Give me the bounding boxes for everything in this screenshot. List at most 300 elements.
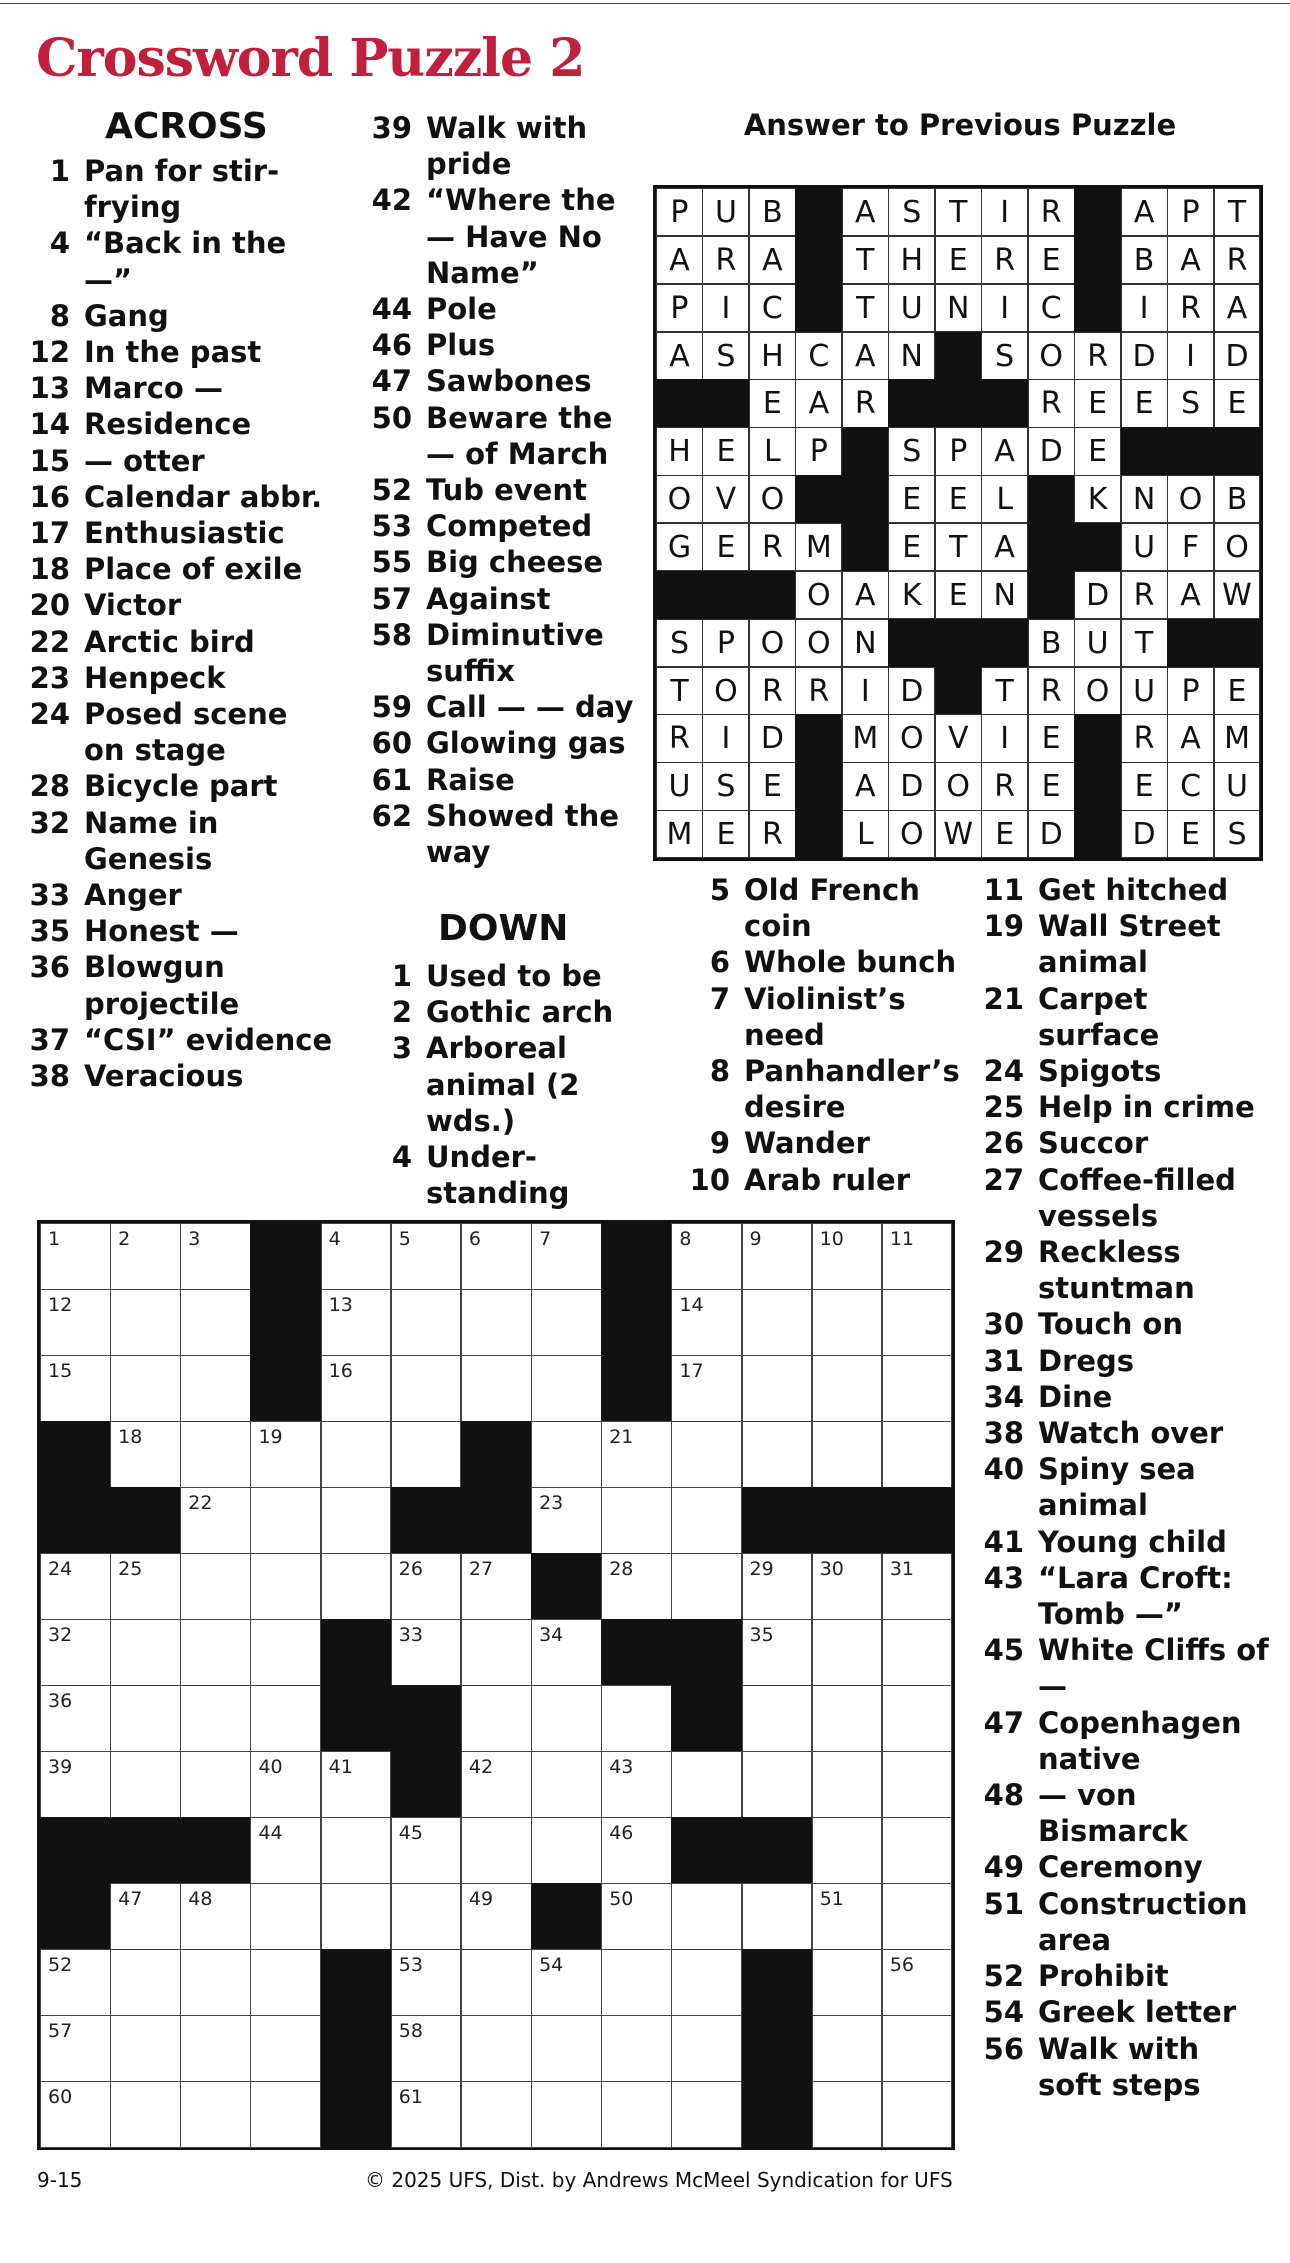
clue-text: Arctic bird — [84, 624, 255, 659]
grid-cell[interactable] — [601, 1421, 672, 1488]
clue-text: “Where the — Have No Name” — [426, 183, 616, 290]
clue-number: 7 — [709, 981, 730, 1016]
clue-number: 44 — [371, 292, 412, 327]
cell-number: 12 — [48, 1294, 73, 1316]
grid-cell[interactable] — [812, 1223, 883, 1290]
answer-letter: O — [888, 810, 935, 858]
grid-block — [250, 1223, 321, 1290]
clue-number: 42 — [371, 183, 412, 218]
answer-letter: N — [888, 332, 935, 380]
grid-block — [250, 1289, 321, 1356]
cell-number: 51 — [819, 1888, 844, 1910]
clue-number: 18 — [29, 552, 70, 587]
grid-cell[interactable] — [882, 1355, 953, 1422]
down-clue — [678, 981, 978, 1053]
grid-cell[interactable] — [742, 1223, 813, 1290]
grid-cell[interactable] — [882, 1685, 953, 1752]
down-clue — [360, 958, 660, 994]
clue-number: 13 — [29, 371, 70, 406]
grid-cell[interactable] — [180, 1685, 251, 1752]
grid-cell[interactable] — [110, 1355, 181, 1422]
grid-cell[interactable] — [40, 1751, 111, 1818]
answer-letter: A — [1167, 714, 1214, 762]
grid-cell[interactable] — [250, 2081, 321, 2148]
grid-cell[interactable] — [812, 1751, 883, 1818]
cell-number: 32 — [48, 1624, 73, 1646]
answer-letter: C — [1028, 284, 1075, 332]
grid-cell[interactable] — [461, 1223, 532, 1290]
down-clues-col3 — [972, 872, 1272, 2103]
answer-letter: T — [1121, 619, 1168, 667]
clue-text: In the past — [84, 335, 262, 370]
answer-letter: D — [1028, 810, 1075, 858]
grid-cell[interactable] — [531, 1289, 602, 1356]
answer-letter: D — [1214, 332, 1261, 380]
across-clue — [18, 1022, 338, 1058]
across-clue — [18, 551, 338, 587]
grid-cell[interactable] — [601, 1685, 672, 1752]
grid-cell[interactable] — [110, 1223, 181, 1290]
grid-cell[interactable] — [601, 1817, 672, 1884]
grid-cell[interactable] — [671, 1487, 742, 1554]
across-clue — [18, 913, 338, 949]
clue-text: Honest — — [84, 914, 239, 949]
answer-letter: B — [749, 188, 796, 236]
grid-cell[interactable] — [391, 2081, 462, 2148]
grid-cell[interactable] — [391, 1883, 462, 1950]
grid-cell[interactable] — [812, 1883, 883, 1950]
grid-cell[interactable] — [882, 1289, 953, 1356]
answer-letter: D — [1121, 332, 1168, 380]
grid-cell[interactable] — [742, 1355, 813, 1422]
grid-cell[interactable] — [461, 1883, 532, 1950]
answer-block — [1214, 427, 1261, 475]
grid-cell[interactable] — [812, 1355, 883, 1422]
cell-number: 33 — [398, 1624, 423, 1646]
clue-number: 46 — [371, 328, 412, 363]
grid-cell[interactable] — [812, 1289, 883, 1356]
grid-block — [110, 1487, 181, 1554]
grid-cell[interactable] — [110, 2015, 181, 2082]
answer-block — [1028, 475, 1075, 523]
grid-cell[interactable] — [250, 1487, 321, 1554]
across-clue — [18, 696, 338, 768]
across-clue — [18, 949, 338, 1021]
answer-letter: V — [702, 475, 749, 523]
clue-number: 5 — [709, 873, 730, 907]
grid-cell[interactable] — [321, 1223, 392, 1290]
grid-cell[interactable] — [250, 2015, 321, 2082]
grid-cell[interactable] — [601, 1751, 672, 1818]
grid-cell[interactable] — [250, 1949, 321, 2016]
grid-cell[interactable] — [812, 2081, 883, 2148]
grid-cell[interactable] — [391, 1355, 462, 1422]
down-clue — [972, 1632, 1272, 1704]
clue-text: Reckless stuntman — [1038, 1235, 1195, 1306]
grid-cell[interactable] — [250, 1883, 321, 1950]
answer-block — [656, 379, 703, 427]
grid-cell[interactable] — [742, 1685, 813, 1752]
answer-letter: U — [1074, 619, 1121, 667]
grid-cell[interactable] — [671, 1883, 742, 1950]
answer-letter: E — [702, 810, 749, 858]
answer-letter: A — [1121, 188, 1168, 236]
grid-cell[interactable] — [391, 1421, 462, 1488]
grid-cell[interactable] — [601, 1949, 672, 2016]
grid-cell[interactable] — [531, 2015, 602, 2082]
grid-cell[interactable] — [110, 1619, 181, 1686]
copyright: © 2025 UFS, Dist. by Andrews McMeel Syndication for UFS — [365, 2168, 953, 2192]
grid-cell[interactable] — [110, 2081, 181, 2148]
grid-cell[interactable] — [250, 1553, 321, 1620]
clue-text: Blowgun projectile — [84, 950, 240, 1021]
answer-letter: N — [1121, 475, 1168, 523]
grid-cell[interactable] — [882, 1949, 953, 2016]
answer-letter: C — [749, 284, 796, 332]
clue-text: Get hitched — [1038, 873, 1229, 907]
cell-number: 39 — [48, 1756, 73, 1778]
clue-number: 15 — [29, 443, 70, 478]
down-clue — [972, 1053, 1272, 1089]
grid-cell[interactable] — [321, 1487, 392, 1554]
grid-cell[interactable] — [671, 1553, 742, 1620]
grid-cell[interactable] — [180, 2015, 251, 2082]
clue-text: Spigots — [1038, 1054, 1162, 1089]
grid-cell[interactable] — [531, 1421, 602, 1488]
grid-cell[interactable] — [110, 1421, 181, 1488]
grid-cell[interactable] — [742, 1751, 813, 1818]
grid-cell[interactable] — [601, 1883, 672, 1950]
answer-block — [935, 667, 982, 715]
grid-cell[interactable] — [180, 2081, 251, 2148]
down-clue — [678, 1053, 978, 1125]
grid-cell[interactable] — [110, 1883, 181, 1950]
grid-cell[interactable] — [391, 1817, 462, 1884]
answer-letter: A — [656, 236, 703, 284]
grid-cell[interactable] — [671, 2081, 742, 2148]
down-clue — [972, 1994, 1272, 2030]
grid-cell[interactable] — [180, 1289, 251, 1356]
answer-letter: W — [1214, 571, 1261, 619]
grid-cell[interactable] — [250, 1685, 321, 1752]
grid-cell[interactable] — [531, 1619, 602, 1686]
grid-cell[interactable] — [812, 1817, 883, 1884]
answer-letter: A — [981, 427, 1028, 475]
grid-cell[interactable] — [40, 1289, 111, 1356]
grid-cell[interactable] — [812, 1421, 883, 1488]
cell-number: 6 — [468, 1228, 482, 1250]
grid-cell[interactable] — [180, 1619, 251, 1686]
clue-number: 55 — [371, 545, 412, 580]
grid-cell[interactable] — [601, 2081, 672, 2148]
across-clue — [18, 515, 338, 551]
answer-letter: R — [656, 714, 703, 762]
grid-cell[interactable] — [531, 1487, 602, 1554]
down-clue — [972, 872, 1272, 908]
grid-cell[interactable] — [40, 1949, 111, 2016]
clue-text: Glowing gas — [426, 726, 626, 761]
answer-letter: E — [702, 523, 749, 571]
grid-cell[interactable] — [180, 1487, 251, 1554]
answer-letter: O — [749, 475, 796, 523]
grid-cell[interactable] — [671, 1289, 742, 1356]
grid-cell[interactable] — [391, 2015, 462, 2082]
grid-cell[interactable] — [321, 1421, 392, 1488]
answer-letter: C — [1167, 762, 1214, 810]
grid-cell[interactable] — [321, 1817, 392, 1884]
answer-block — [702, 379, 749, 427]
answer-letter: E — [888, 523, 935, 571]
grid-cell[interactable] — [321, 1289, 392, 1356]
grid-cell[interactable] — [671, 1751, 742, 1818]
clue-number: 23 — [29, 660, 70, 695]
grid-block — [110, 1817, 181, 1884]
down-clue — [972, 1343, 1272, 1379]
clue-text: Prohibit — [1038, 1959, 1169, 1994]
grid-cell[interactable] — [812, 2015, 883, 2082]
down-clue — [360, 994, 660, 1030]
grid-cell[interactable] — [180, 1553, 251, 1620]
cell-number: 29 — [749, 1558, 774, 1580]
grid-cell[interactable] — [812, 1949, 883, 2016]
grid-cell[interactable] — [812, 1553, 883, 1620]
grid-cell[interactable] — [110, 1553, 181, 1620]
grid-cell[interactable] — [391, 1949, 462, 2016]
grid-cell[interactable] — [882, 2015, 953, 2082]
grid-cell[interactable] — [461, 1553, 532, 1620]
cell-number: 30 — [819, 1558, 844, 1580]
grid-cell[interactable] — [110, 1685, 181, 1752]
clue-number: 12 — [29, 335, 70, 370]
grid-block — [40, 1421, 111, 1488]
grid-cell[interactable] — [321, 1883, 392, 1950]
grid-cell[interactable] — [531, 1751, 602, 1818]
grid-cell[interactable] — [180, 1883, 251, 1950]
grid-cell[interactable] — [180, 1223, 251, 1290]
grid-cell[interactable] — [250, 1817, 321, 1884]
grid-cell[interactable] — [180, 1751, 251, 1818]
across-clues-col2 — [360, 110, 650, 870]
clue-number: 31 — [983, 1343, 1024, 1378]
grid-cell[interactable] — [531, 1685, 602, 1752]
grid-block — [321, 2015, 392, 2082]
grid-cell[interactable] — [461, 1619, 532, 1686]
grid-cell[interactable] — [40, 1685, 111, 1752]
grid-cell[interactable] — [531, 1817, 602, 1884]
clue-number: 62 — [371, 798, 412, 833]
cell-number: 31 — [889, 1558, 915, 1580]
grid-block — [742, 2015, 813, 2082]
clue-number: 53 — [371, 509, 412, 544]
grid-cell[interactable] — [882, 1883, 953, 1950]
clue-text: Showed the way — [426, 798, 619, 870]
cell-number: 22 — [188, 1492, 213, 1514]
answer-block — [656, 571, 703, 619]
grid-cell[interactable] — [461, 1685, 532, 1752]
grid-cell[interactable] — [531, 1949, 602, 2016]
grid-cell[interactable] — [40, 2015, 111, 2082]
grid-cell[interactable] — [321, 1751, 392, 1818]
cell-number: 40 — [258, 1756, 283, 1778]
grid-cell[interactable] — [671, 1421, 742, 1488]
clue-text: Dregs — [1038, 1343, 1135, 1378]
cell-number: 1 — [48, 1228, 61, 1250]
clue-text: Watch over — [1038, 1416, 1224, 1451]
answer-letter: I — [842, 667, 889, 715]
grid-cell[interactable] — [110, 1949, 181, 2016]
clue-number: 30 — [983, 1307, 1024, 1342]
answer-letter: T — [656, 667, 703, 715]
grid-cell[interactable] — [250, 1619, 321, 1686]
answer-letter: M — [656, 810, 703, 858]
date-code: 9-15 — [37, 2168, 83, 2192]
clue-number: 24 — [29, 697, 70, 732]
grid-cell[interactable] — [882, 1223, 953, 1290]
answer-letter: R — [702, 236, 749, 284]
grid-cell[interactable] — [461, 1949, 532, 2016]
grid-cell[interactable] — [391, 1553, 462, 1620]
down-clue — [972, 1524, 1272, 1560]
grid-cell[interactable] — [742, 1619, 813, 1686]
grid-cell[interactable] — [110, 1289, 181, 1356]
grid-cell[interactable] — [812, 1685, 883, 1752]
grid-cell[interactable] — [531, 1355, 602, 1422]
answer-letter: O — [795, 619, 842, 667]
grid-cell[interactable] — [40, 1553, 111, 1620]
grid-cell[interactable] — [882, 2081, 953, 2148]
grid-cell[interactable] — [321, 1355, 392, 1422]
answer-letter: R — [1121, 571, 1168, 619]
grid-cell[interactable] — [601, 1553, 672, 1620]
answer-letter: R — [749, 523, 796, 571]
answer-letter: E — [935, 236, 982, 284]
answer-letter: P — [702, 619, 749, 667]
answer-letter: E — [1028, 714, 1075, 762]
answer-letter: U — [702, 188, 749, 236]
answer-letter: S — [656, 619, 703, 667]
answer-letter: S — [888, 427, 935, 475]
clue-number: 33 — [29, 878, 70, 913]
grid-cell[interactable] — [671, 2015, 742, 2082]
grid-cell[interactable] — [742, 1289, 813, 1356]
crossword-grid — [37, 1220, 955, 2150]
clue-text: “CSI” evidence — [84, 1022, 333, 1057]
grid-cell[interactable] — [531, 1223, 602, 1290]
grid-cell[interactable] — [461, 1289, 532, 1356]
clue-number: 26 — [983, 1126, 1024, 1161]
clue-number: 38 — [983, 1416, 1024, 1451]
grid-cell[interactable] — [601, 2015, 672, 2082]
grid-cell[interactable] — [882, 1619, 953, 1686]
answer-letter: G — [656, 523, 703, 571]
grid-cell[interactable] — [461, 1817, 532, 1884]
grid-block — [391, 1751, 462, 1818]
grid-cell[interactable] — [882, 1553, 953, 1620]
grid-cell[interactable] — [110, 1751, 181, 1818]
grid-cell[interactable] — [40, 1223, 111, 1290]
grid-cell[interactable] — [250, 1751, 321, 1818]
across-clue — [360, 617, 650, 689]
grid-cell[interactable] — [742, 1553, 813, 1620]
grid-cell[interactable] — [461, 1355, 532, 1422]
cell-number: 2 — [118, 1228, 131, 1250]
across-clue — [360, 581, 650, 617]
grid-cell[interactable] — [321, 1553, 392, 1620]
grid-cell[interactable] — [461, 1751, 532, 1818]
answer-block — [795, 714, 842, 762]
clue-number: 47 — [371, 364, 412, 399]
answer-letter: O — [749, 619, 796, 667]
answer-letter: T — [935, 188, 982, 236]
answer-letter: F — [1167, 523, 1214, 571]
grid-cell[interactable] — [250, 1421, 321, 1488]
clue-number: 4 — [49, 226, 70, 261]
grid-cell[interactable] — [671, 1355, 742, 1422]
answer-letter: E — [1214, 379, 1261, 427]
grid-cell[interactable] — [742, 1421, 813, 1488]
grid-cell[interactable] — [882, 1751, 953, 1818]
grid-cell[interactable] — [461, 2081, 532, 2148]
answer-letter: H — [888, 236, 935, 284]
grid-cell[interactable] — [40, 1355, 111, 1422]
down-clue — [678, 872, 978, 944]
grid-cell[interactable] — [882, 1421, 953, 1488]
answer-block — [1074, 762, 1121, 810]
answer-letter: I — [981, 714, 1028, 762]
grid-cell[interactable] — [40, 1619, 111, 1686]
clue-text: Posed scene on stage — [84, 697, 288, 768]
down-clue — [972, 981, 1272, 1053]
answer-letter: R — [1121, 714, 1168, 762]
grid-block — [40, 1487, 111, 1554]
clue-number: 50 — [371, 400, 412, 435]
answer-letter: E — [1028, 236, 1075, 284]
grid-cell[interactable] — [461, 2015, 532, 2082]
cell-number: 41 — [328, 1756, 353, 1778]
grid-cell[interactable] — [391, 1619, 462, 1686]
cell-number: 23 — [539, 1492, 564, 1514]
clue-text: Wall Street animal — [1038, 909, 1221, 980]
grid-cell[interactable] — [180, 1355, 251, 1422]
clue-text: Help in crime — [1038, 1090, 1255, 1125]
answer-block — [1074, 188, 1121, 236]
grid-cell[interactable] — [40, 2081, 111, 2148]
grid-cell[interactable] — [882, 1817, 953, 1884]
grid-cell[interactable] — [601, 1487, 672, 1554]
answer-letter: D — [749, 714, 796, 762]
across-clue — [360, 508, 650, 544]
across-clue — [360, 291, 650, 327]
clue-text: Whole bunch — [744, 945, 957, 980]
grid-cell[interactable] — [531, 2081, 602, 2148]
down-clue — [972, 1306, 1272, 1342]
grid-cell[interactable] — [391, 1223, 462, 1290]
answer-letter: K — [888, 571, 935, 619]
grid-cell[interactable] — [180, 1949, 251, 2016]
grid-cell[interactable] — [812, 1619, 883, 1686]
answer-letter: P — [656, 188, 703, 236]
answer-letter: R — [1028, 667, 1075, 715]
clue-number: 3 — [391, 1031, 412, 1066]
grid-cell[interactable] — [180, 1421, 251, 1488]
grid-block — [601, 1289, 672, 1356]
across-clue — [18, 153, 338, 225]
across-clue — [360, 110, 650, 182]
grid-cell[interactable] — [391, 1289, 462, 1356]
grid-cell[interactable] — [671, 1223, 742, 1290]
grid-cell[interactable] — [671, 1949, 742, 2016]
grid-cell[interactable] — [742, 1883, 813, 1950]
